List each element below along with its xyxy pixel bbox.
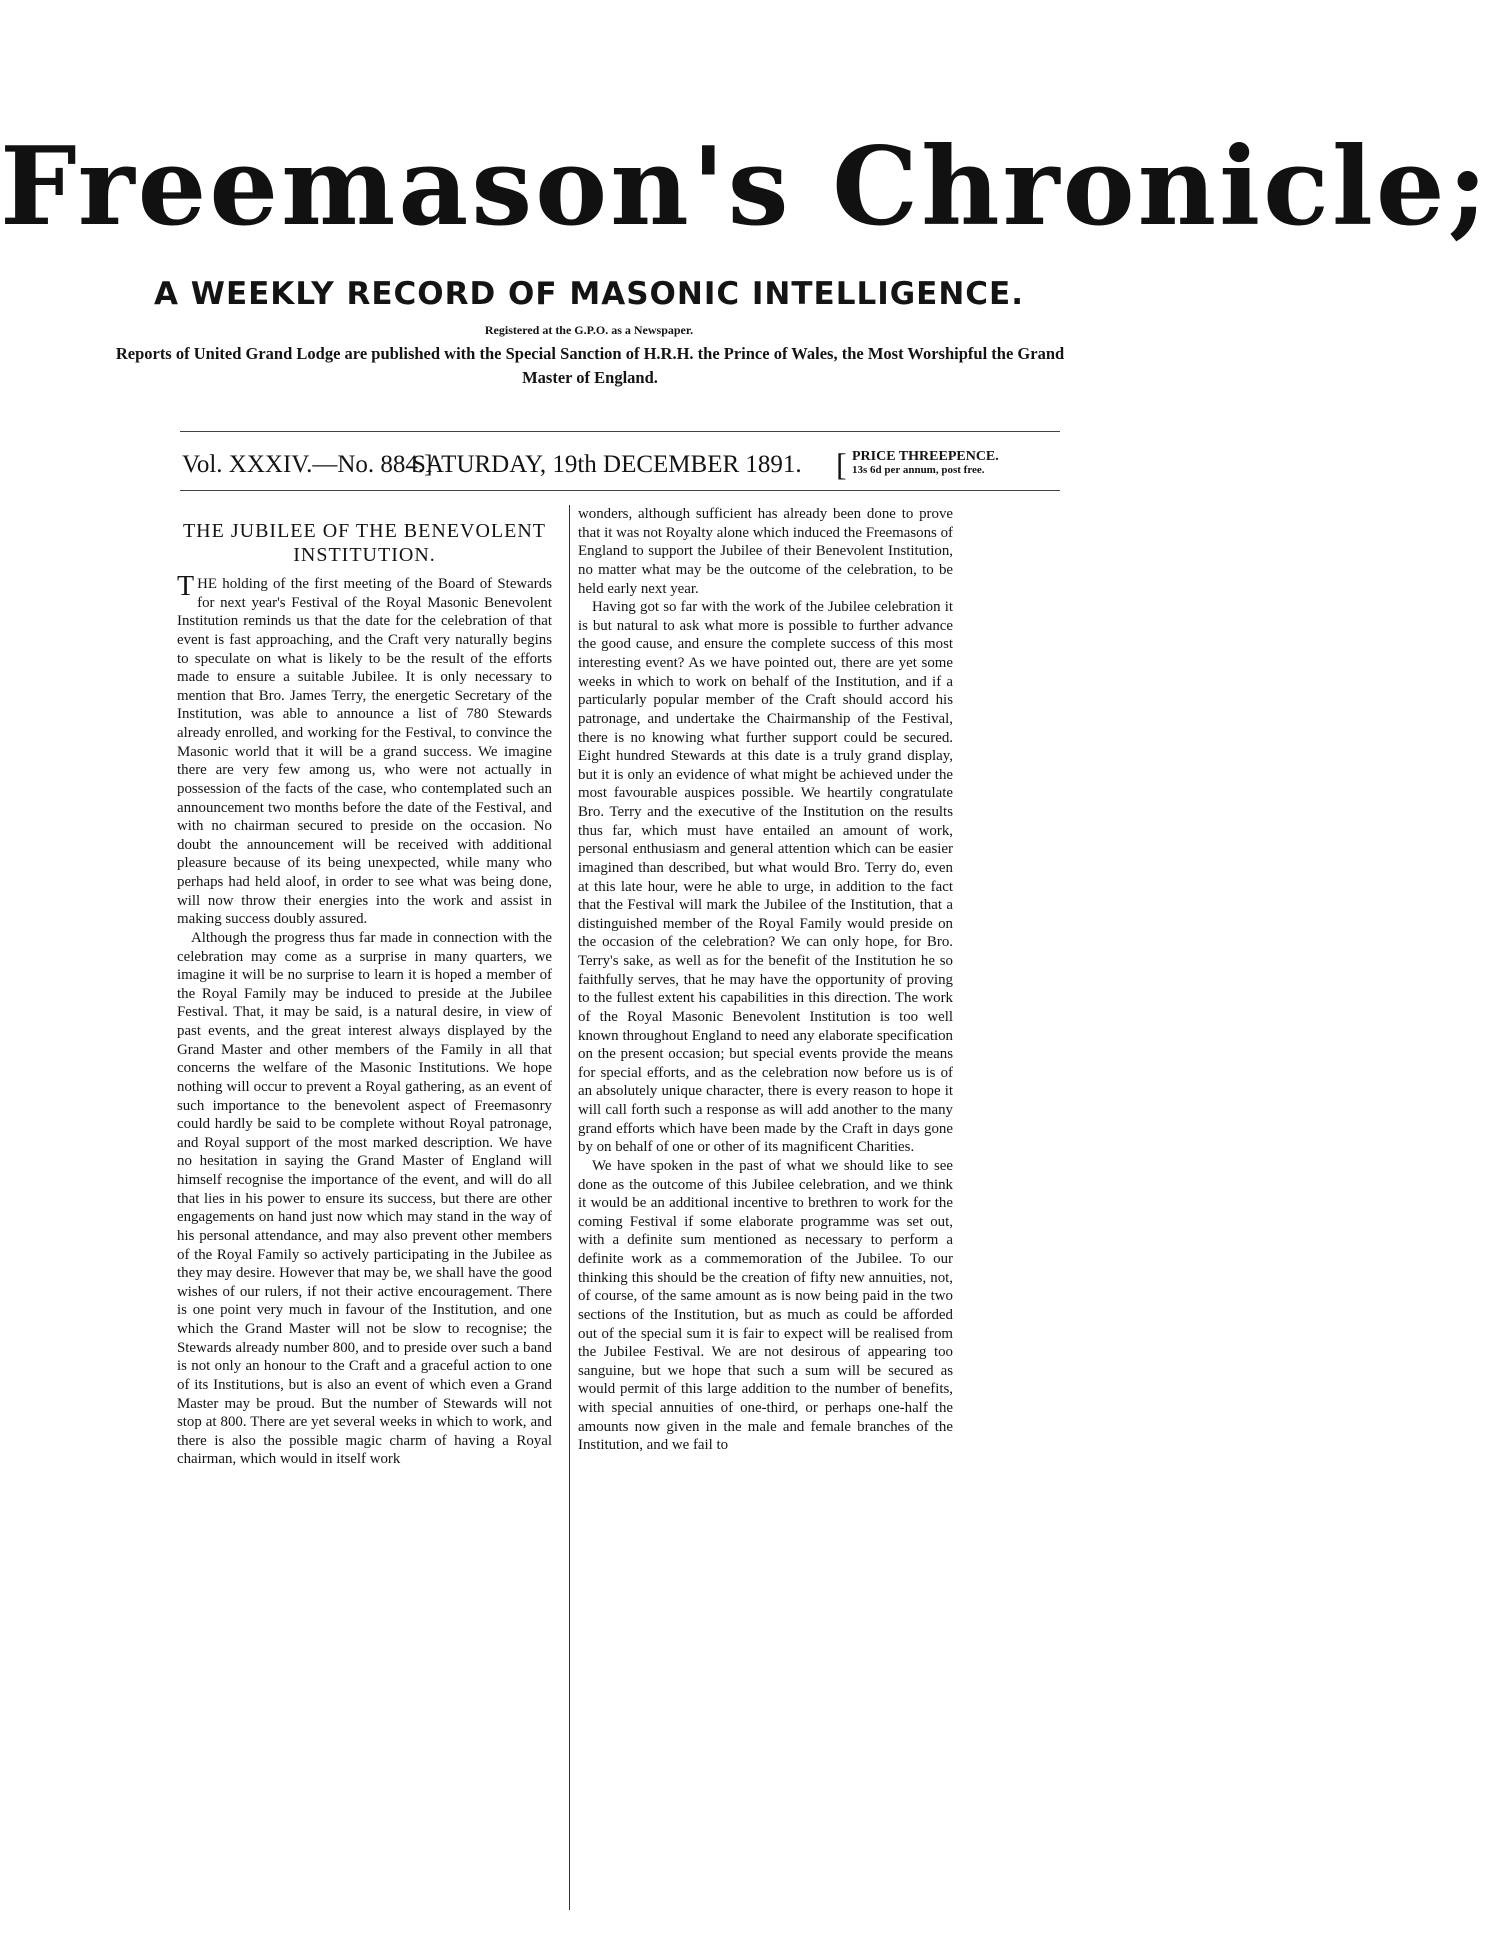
masthead bbox=[0, 0, 1491, 442]
newspaper-subtitle: A WEEKLY RECORD OF MASONIC INTELLIGENCE. bbox=[153, 276, 1025, 312]
paragraph-text: HE holding of the first meeting of the Board of Stewards for next year's Festival of the Royal Masonic Benevolent Institution reminds us that the date for the celebration of that event is fast approaching, and the Craft very naturally begins to speculate on what is likely to be the result of the efforts made to ensure a suitable Jubilee. It is only necessary to mention that Bro. James Terry, the energetic Secretary of the Institution, was able to announce a list of 780 Stewards already enrolled, and working for the Festival, to convince the Masonic world that it will be a grand success. We imagine there are very few among us, who were not actually in possession of the facts of the case, who contemplated such an announcement two months before the date of the Festival, and with no chairman secured to preside on the occasion. No doubt the announcement will be received with additional pleasure because of its being unexpected, while many who perhaps had held aloof, in order to see what was being done, will now throw their energies into the work and assist in making success doubly assured. bbox=[177, 576, 552, 928]
sanction-notice: Reports of United Grand Lodge are published with the Special Sanction of H.R.H. the Prince of Wales, the Most Worshipful the Grand Master of England. bbox=[115, 344, 1065, 387]
issue-date: SATURDAY, 19th DECEMBER 1891. bbox=[412, 451, 802, 478]
article-paragraph bbox=[177, 571, 552, 929]
dateline-rule bbox=[180, 490, 1060, 491]
article-title: THE JUBILEE OF THE BENEVOLENT INSTITUTION. bbox=[182, 520, 547, 566]
volume-number: Vol. XXXIV.—No. 884.] bbox=[182, 451, 433, 478]
article-column-right bbox=[578, 505, 953, 1910]
masthead-rule bbox=[180, 431, 1060, 432]
article-column-left bbox=[177, 505, 552, 1910]
article-paragraph: Having got so far with the work of the Jubilee celebration it is but natural to ask what more is possible to further advance the good cause, and ensure the complete success of this most interesting event? As we have pointed out, there are yet some weeks in which to work on behalf of the Institution, and if a particularly popular member of the Craft should accord his patronage, and undertake the Chairmanship of the Festival, there is no knowing what further support could be secured. Eight hundred Stewards at this date is a truly grand display, but it is only an evidence of what might be achieved under the most favourable auspices possible. We heartily congratulate Bro. Terry and the executive of the Institution on the results thus far, which must have entailed an amount of work, personal enthusiasm and general attention which can be easier imagined than described, but what would Bro. Terry do, even at this late hour, were he able to urge, in addition to the fact that the Festival will mark the Jubilee of the Institution, that a distinguished member of the Royal Family would preside on the occasion of the celebration? We can only hope, for Bro. Terry's sake, as well as for the benefit of the Institution he so faithfully serves, that he may have the opportunity of proving to the fullest extent his capabilities in this direction. The work of the Royal Masonic Benevolent Institution is too well known throughout England to need any elaborate specification on the present occasion; but special events provide the means for special efforts, and as the celebration now before us is of an absolutely unique character, there is every reason to hope it will call forth such a response as will add another to the many grand efforts which have been made by the Craft in days gone by on behalf of one or other of its magnificent Charities. bbox=[578, 599, 953, 1156]
price-bracket: [ bbox=[836, 446, 847, 482]
article-paragraph: Although the progress thus far made in connection with the celebration may come as a surprise in many quarters, we imagine it will be no surprise to learn it is hoped a member of the Royal Family may be induced to preside at the Jubilee Festival. That, it may be said, is a natural desire, in view of past events, and the great interest always displayed by the Grand Master and other members of the Family in all that concerns the welfare of the Masonic Institutions. We hope nothing will occur to prevent a Royal gathering, as an event of such importance to the benevolent aspect of Freemasonry could hardly be said to be complete without Royal patronage, and Royal support of the most marked description. We have no hesitation in saying the Grand Master of England will himself recognise the importance of the event, and will do all that lies in his power to ensure its success, but there are other engagements on hand just now which may stand in the way of his personal attendance, and may also prevent other members of the Royal Family so actively participating in the Jubilee as they may desire. However that may be, we shall have the good wishes of our rulers, if not their active encouragement. There is one point very much in favour of the Institution, and one which the Grand Master will not be slow to recognise; the Stewards already number 800, and to preside over such a band is not only an honour to the Craft and a graceful action to one of its Institutions, but is also an event of which even a Grand Master may be proud. But the number of Stewards will not stop at 800. There are yet several weeks in which to work, and there is also the possible magic charm of having a Royal chairman, which would in itself work bbox=[177, 929, 552, 1468]
newspaper-title: Freemason's Chronicle; bbox=[0, 124, 1491, 250]
drop-cap: T bbox=[177, 571, 195, 602]
column-divider bbox=[569, 505, 570, 1910]
price: PRICE THREEPENCE. bbox=[852, 449, 999, 464]
article-paragraph: wonders, although sufficient has already been done to prove that it was not Royalty alone which induced the Freemasons of England to support the Jubilee of their Benevolent Institution, no matter what may be the outcome of the celebration, to be held early next year. bbox=[578, 506, 953, 597]
dateline bbox=[0, 442, 1178, 484]
registration-note: Registered at the G.P.O. as a Newspaper. bbox=[484, 323, 694, 337]
subscription-rate: 13s 6d per annum, post free. bbox=[852, 464, 985, 476]
article-paragraph: We have spoken in the past of what we should like to see done as the outcome of this Jubilee celebration, and we think it would be an additional incentive to brethren to work for the coming Festival if some elaborate programme was set out, with a definite sum mentioned as necessary to perform a definite work as a commemoration of the Jubilee. To our thinking this should be the creation of fifty new annuities, not, of course, of the same amount as is now being paid in the two sections of the Institution, but as much as could be afforded out of the special sum it is fair to expect will be realised from the Jubilee Festival. We are not desirous of appearing too sanguine, but we hope that such a sum will be secured as would permit of this large addition to the number of benefits, with special annuities of one-third, or perhaps one-half the amounts now given in the male and female branches of the Institution, and we fail to bbox=[578, 1157, 953, 1454]
